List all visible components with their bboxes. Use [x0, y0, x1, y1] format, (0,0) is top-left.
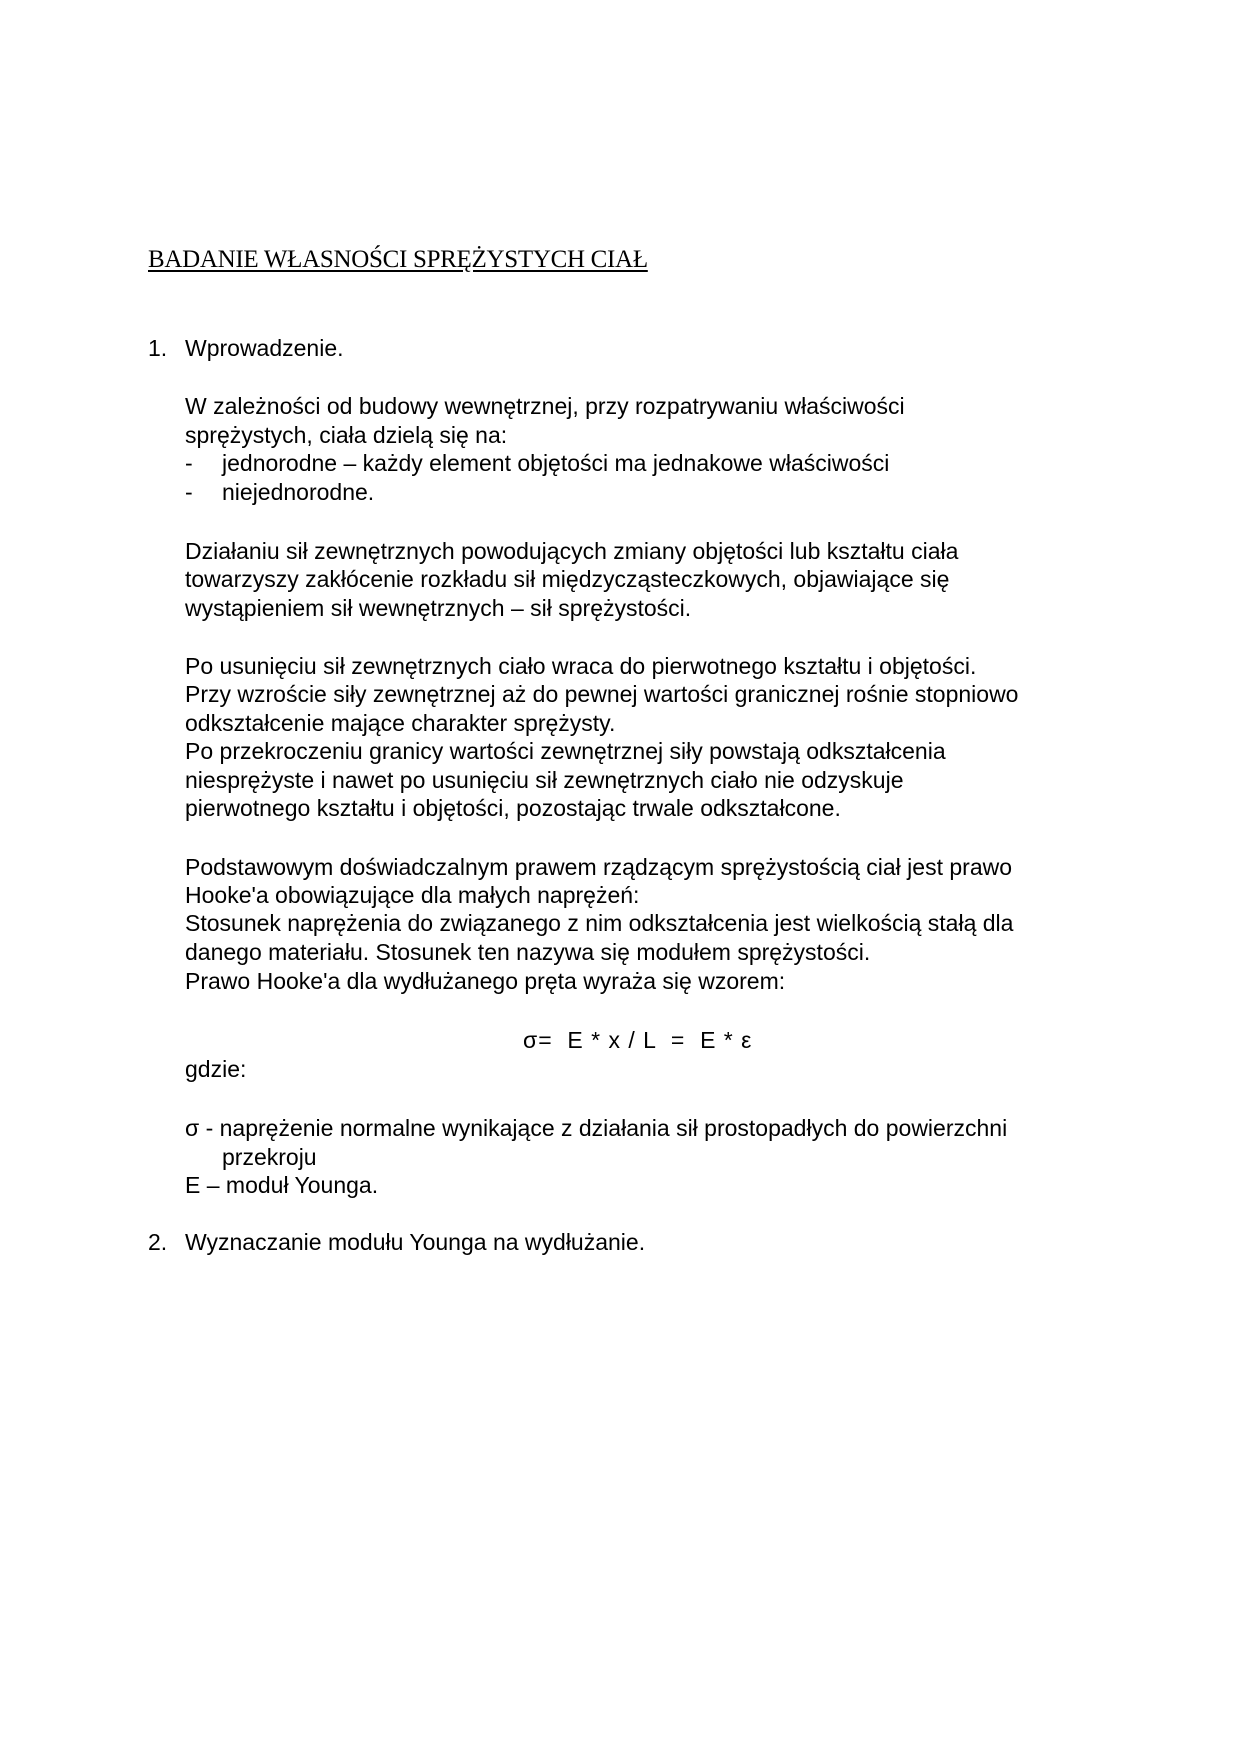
paragraph-line: W zależności od budowy wewnętrznej, przy rozpatrywaniu właściwości: [185, 393, 905, 419]
paragraph-line: Hooke'a obowiązujące dla małych naprężeń:: [185, 882, 640, 908]
paragraph-line: Po usunięciu sił zewnętrznych ciało wraca do pierwotnego kształtu i objętości.: [185, 653, 977, 679]
bullet-marker: -: [185, 479, 193, 505]
hooke-formula: σ= E * x / L = E * ε: [523, 1027, 753, 1053]
paragraph-line: towarzyszy zakłócenie rozkładu sił międzycząsteczkowych, objawiające się: [185, 566, 950, 592]
paragraph-line: sprężystych, ciała dzielą się na:: [185, 422, 508, 448]
paragraph-line: Działaniu sił zewnętrznych powodujących zmiany objętości lub kształtu ciała: [185, 538, 959, 564]
definition-sigma-cont: przekroju: [222, 1144, 317, 1170]
paragraph-line: pierwotnego kształtu i objętości, pozostając trwale odkształcone.: [185, 795, 841, 821]
where-label: gdzie:: [185, 1056, 247, 1082]
paragraph-line: Po przekroczeniu granicy wartości zewnętrznej siły powstają odkształcenia: [185, 738, 946, 764]
definition-sigma: σ - naprężenie normalne wynikające z działania sił prostopadłych do powierzchni: [185, 1115, 1008, 1141]
definition-e: E – moduł Younga.: [185, 1172, 379, 1198]
paragraph-line: danego materiału. Stosunek ten nazywa się modułem sprężystości.: [185, 939, 871, 965]
section-2-number: 2.: [148, 1229, 168, 1255]
section-1-number: 1.: [148, 335, 168, 361]
bullet-text: niejednorodne.: [222, 479, 375, 505]
section-1-heading: Wprowadzenie.: [185, 335, 344, 361]
paragraph-line: Stosunek naprężenia do związanego z nim odkształcenia jest wielkością stałą dla: [185, 910, 1014, 936]
paragraph-line: wystąpieniem sił wewnętrznych – sił sprężystości.: [185, 595, 692, 621]
document-title: BADANIE WŁASNOŚCI SPRĘŻYSTYCH CIAŁ: [148, 246, 648, 273]
paragraph-line: Prawo Hooke'a dla wydłużanego pręta wyraża się wzorem:: [185, 968, 786, 994]
paragraph-line: Podstawowym doświadczalnym prawem rządzącym sprężystością ciał jest prawo: [185, 854, 1013, 880]
bullet-text: jednorodne – każdy element objętości ma jednakowe właściwości: [222, 450, 890, 476]
paragraph-line: Przy wzroście siły zewnętrznej aż do pewnej wartości granicznej rośnie stopniowo: [185, 681, 1019, 707]
paragraph-line: odkształcenie mające charakter sprężysty.: [185, 710, 616, 736]
section-2-heading: Wyznaczanie modułu Younga na wydłużanie.: [185, 1229, 646, 1255]
paragraph-line: niesprężyste i nawet po usunięciu sił zewnętrznych ciało nie odzyskuje: [185, 767, 904, 793]
bullet-marker: -: [185, 450, 193, 476]
